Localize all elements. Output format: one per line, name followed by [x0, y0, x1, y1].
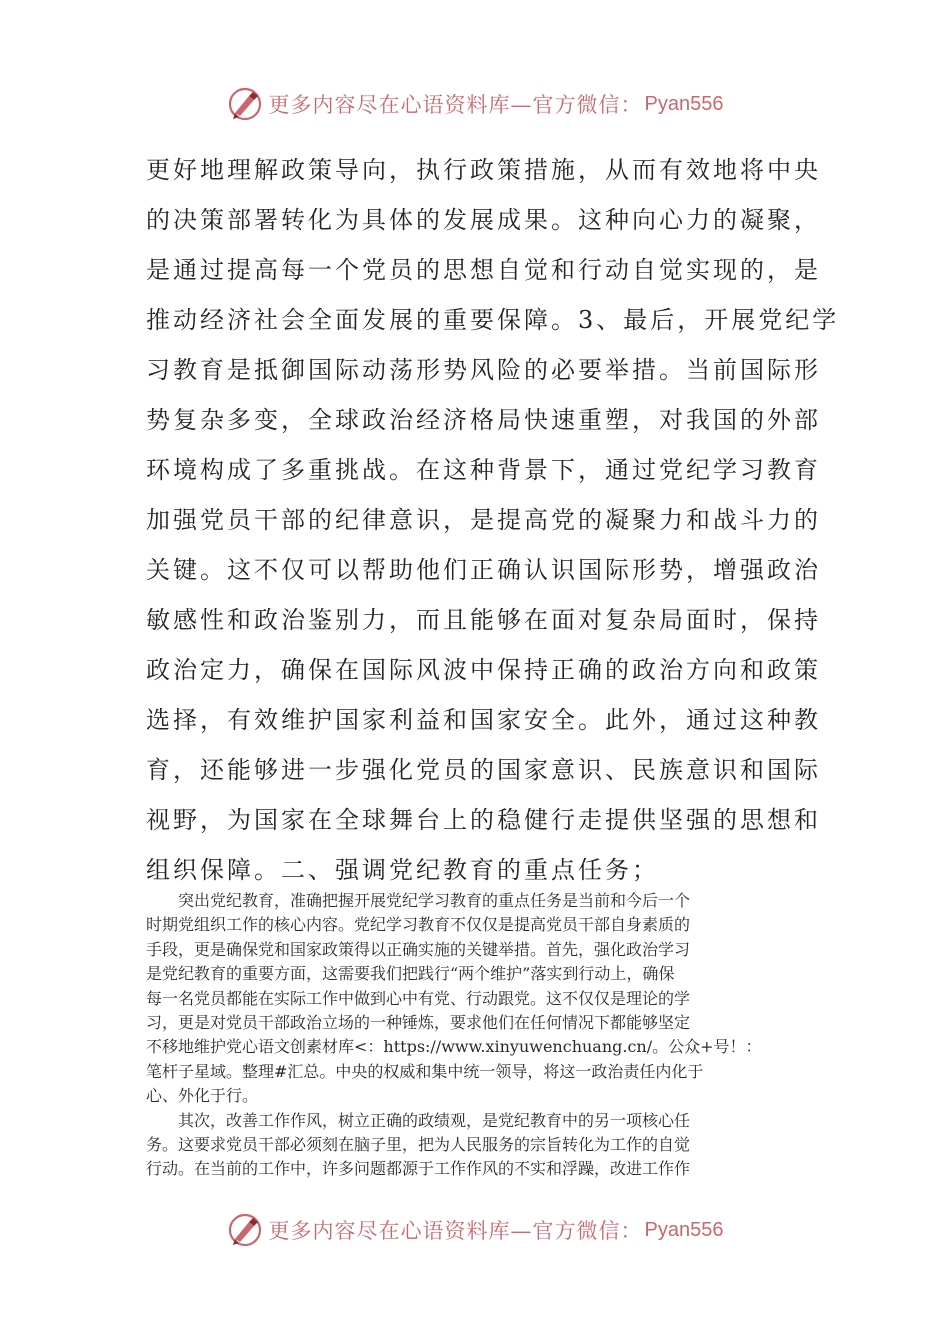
- pen-logo-icon: [227, 1212, 263, 1248]
- header-banner: [0, 84, 950, 124]
- text-line: 推动经济社会全面发展的重要保障。3、最后，开展党纪学: [146, 306, 840, 334]
- text-line: 关键。这不仅可以帮助他们正确认识国际形势，增强政治: [146, 556, 821, 584]
- text-line: 笔杆子星域。整理#汇总。中央的权威和集中统一领导，将这一政治责任内化于: [146, 1061, 704, 1081]
- text-line: 环境构成了多重挑战。在这种背景下，通过党纪学习教育: [146, 456, 821, 484]
- text-line: 选择，有效维护国家利益和国家安全。此外，通过这种教: [146, 706, 821, 734]
- main-paragraph: [146, 145, 840, 895]
- banner-text: 更多内容尽在心语资料库—官方微信：: [268, 93, 643, 117]
- text-line: 时期党组织工作的核心内容。党纪学习教育不仅仅是提高党员干部自身素质的: [146, 915, 691, 935]
- text-line: 组织保障。二、强调党纪教育的重点任务；: [146, 856, 659, 884]
- text-line: 手段，更是确保党和国家政策得以正确实施的关键举措。首先，强化政治学习: [146, 939, 691, 959]
- text-line: 视野，为国家在全球舞台上的稳健行走提供坚强的思想和: [146, 806, 821, 834]
- text-line: 加强党员干部的纪律意识，是提高党的凝聚力和战斗力的: [146, 506, 821, 534]
- text-line: 更好地理解政策导向，执行政策措施，从而有效地将中央: [146, 156, 821, 184]
- banner-text: 更多内容尽在心语资料库—官方微信：: [268, 1219, 643, 1243]
- text-line: 习，更是对党员干部政治立场的一种锤炼，要求他们在任何情况下都能够坚定: [146, 1012, 691, 1032]
- text-line: 心、外化于行。: [146, 1086, 259, 1106]
- banner-wechat-id: Pyan556: [644, 1218, 724, 1241]
- footer-banner: [0, 1210, 950, 1250]
- text-line: 的决策部署转化为具体的发展成果。这种向心力的凝聚，: [146, 206, 821, 234]
- secondary-paragraphs: [146, 889, 806, 1182]
- text-line: 是通过提高每一个党员的思想自觉和行动自觉实现的，是: [146, 256, 821, 284]
- text-line: 不移地维护党心语文创素材库<：https://www.xinyuwenchuang.cn/。公众+号！：: [146, 1037, 762, 1057]
- text-line: 突出党纪教育，准确把握开展党纪学习教育的重点任务是当前和今后一个: [178, 891, 691, 910]
- text-line: 习教育是抵御国际动荡形势风险的必要举措。当前国际形: [146, 356, 821, 384]
- pen-logo-icon: [227, 86, 263, 122]
- text-line: 敏感性和政治鉴别力，而且能够在面对复杂局面时，保持: [146, 606, 821, 634]
- text-line: 育，还能够进一步强化党员的国家意识、民族意识和国际: [146, 756, 821, 784]
- text-line: 势复杂多变，全球政治经济格局快速重塑，对我国的外部: [146, 406, 821, 434]
- banner-wechat-id: Pyan556: [644, 92, 724, 115]
- text-line: 其次，改善工作作风，树立正确的政绩观，是党纪教育中的另一项核心任: [178, 1110, 691, 1130]
- text-line: 是党纪教育的重要方面，这需要我们把践行“两个维护”落实到行动上，确保: [146, 964, 675, 984]
- text-line: 每一名党员都能在实际工作中做到心中有党、行动跟党。这不仅仅是理论的学: [146, 988, 691, 1008]
- text-line: 务。这要求党员干部必须刻在脑子里，把为人民服务的宗旨转化为工作的自觉: [146, 1134, 691, 1154]
- text-line: 行动。在当前的工作中，许多问题都源于工作作风的不实和浮躁，改进工作作: [146, 1159, 691, 1179]
- text-line: 政治定力，确保在国际风波中保持正确的政治方向和政策: [146, 656, 821, 684]
